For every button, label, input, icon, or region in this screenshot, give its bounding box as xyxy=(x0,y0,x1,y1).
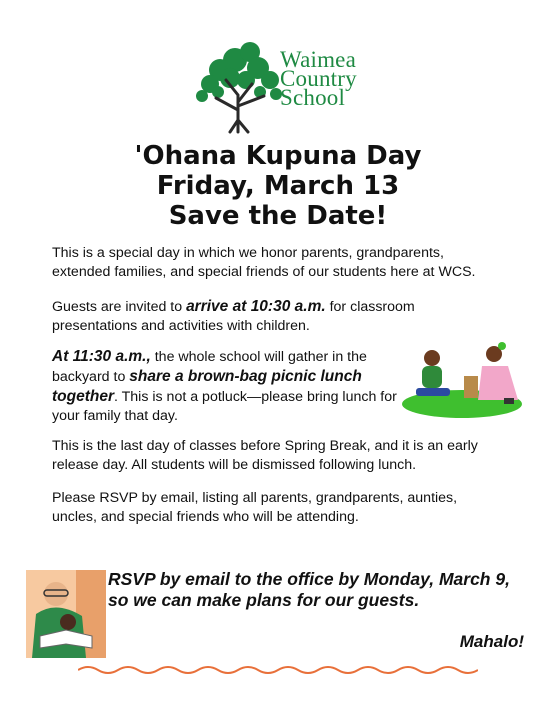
event-title: 'Ohana Kupuna Day xyxy=(134,141,422,171)
school-name-line: School xyxy=(280,85,346,110)
school-name-line: Waimea xyxy=(280,47,356,72)
picnic-text: . This is not a potluck—please bring lunch for your family that day. xyxy=(52,389,397,424)
early-release-paragraph: This is the last day of classes before Spring Break, and it is an early release day. All students will be dismissed following lunch. xyxy=(52,438,478,473)
intro-paragraph: This is a special day in which we honor parents, grandparents, extended families, and special friends of our students here at WCS. xyxy=(52,245,476,280)
rsvp-callout: RSVP by email to the office by Monday, March 9, so we can make plans for our guests. xyxy=(108,569,510,610)
arrival-paragraph xyxy=(52,297,502,336)
arrival-text: for classroom presentations and activities with children. xyxy=(52,299,415,334)
event-date: Friday, March 13 xyxy=(156,171,400,201)
picnic-highlight: share a brown-bag picnic lunch together xyxy=(52,368,362,405)
picnic-paragraph xyxy=(52,347,397,426)
school-name xyxy=(280,47,357,110)
decorative-squiggle-divider xyxy=(78,664,478,676)
arrival-time: arrive at 10:30 a.m. xyxy=(186,298,326,315)
picnic-text: the whole school will gather in the backyard to xyxy=(52,349,367,385)
picnic-time: At 11:30 a.m., xyxy=(52,348,151,365)
rsvp-paragraph: Please RSVP by email, listing all parents, grandparents, aunties, uncles, and special friends who will be attending. xyxy=(52,490,458,525)
school-name-line: Country xyxy=(280,66,357,91)
signoff: Mahalo! xyxy=(459,632,524,651)
arrival-text: Guests are invited to xyxy=(52,299,187,315)
picnic-illustration-icon xyxy=(398,336,526,420)
save-the-date: Save the Date! xyxy=(168,201,388,231)
grandparent-reading-illustration-icon xyxy=(26,570,106,658)
